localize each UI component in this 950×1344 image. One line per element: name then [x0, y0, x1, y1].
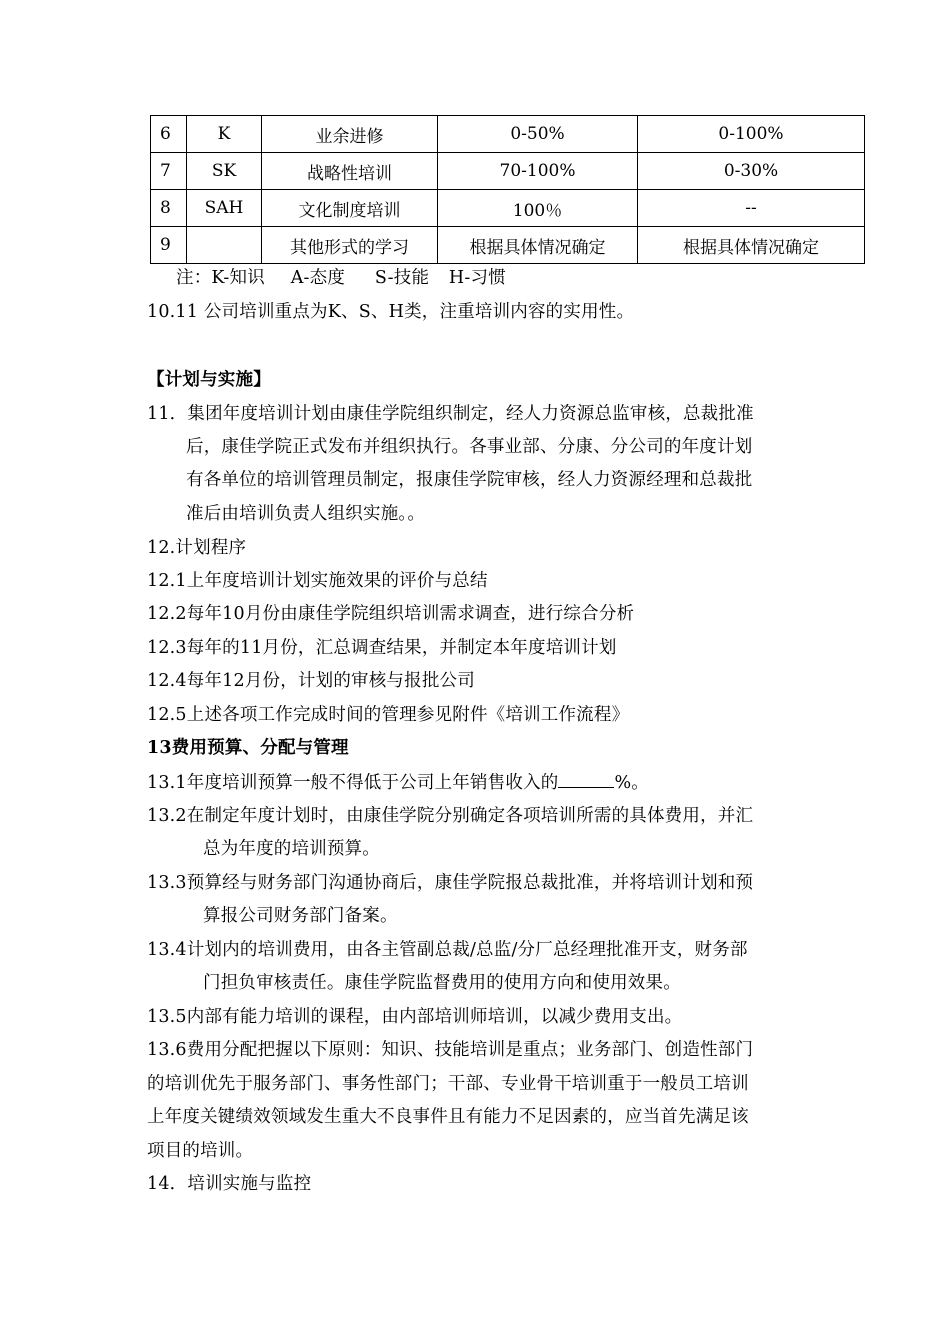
table-row: [151, 190, 865, 227]
paragraph-12: 12.计划程序: [147, 538, 247, 558]
paragraph-12-1: 12.1上年度培训计划实施效果的评价与总结: [147, 571, 488, 591]
note-h: H-习惯: [448, 268, 506, 288]
paragraph-11-line: 后，康佳学院正式发布并组织执行。各事业部、分康、分公司的年度计划: [186, 437, 753, 457]
row-value-a: 100％: [438, 190, 638, 227]
paragraph-10-11: 10.11 公司培训重点为K、S、H类，注重培训内容的实用性。: [147, 302, 635, 322]
paragraph-11-line: 11．集团年度培训计划由康佳学院组织制定，经人力资源总监审核，总裁批准: [147, 404, 754, 424]
row-value-b: 根据具体情况确定: [638, 227, 865, 264]
row-number: 6: [151, 116, 187, 153]
training-type-table: [150, 115, 865, 264]
row-code: [187, 227, 262, 264]
paragraph-13-6-line: 的培训优先于服务部门、事务性部门；干部、专业骨干培训重于一般员工培训: [147, 1074, 749, 1094]
paragraph-12-3: 12.3每年的11月份，汇总调查结果，并制定本年度培训计划: [147, 638, 617, 658]
paragraph-13-5: 13.5内部有能力培训的课程，由内部培训师培训，以减少费用支出。: [147, 1007, 683, 1027]
paragraph-13-4-line: 13.4计划内的培训费用，由各主管副总裁/总监/分厂总经理批准开支，财务部: [147, 940, 748, 960]
table-row: [151, 153, 865, 190]
section-heading-plan: 【计划与实施】: [147, 370, 271, 390]
paragraph-13-3-line: 13.3预算经与财务部门沟通协商后，康佳学院报总裁批准，并将培训计划和预: [147, 873, 754, 893]
note-a: A-态度: [290, 268, 346, 288]
row-training-type: 业余进修: [262, 116, 438, 153]
paragraph-13-3-line: 算报公司财务部门备案。: [203, 906, 398, 926]
paragraph-13-2-line: 总为年度的培训预算。: [203, 839, 380, 859]
row-code: SAH: [187, 190, 262, 227]
paragraph-13-6-line: 项目的培训。: [147, 1141, 254, 1161]
paragraph-14: 14．培训实施与监控: [147, 1174, 312, 1194]
row-value-a: 70-100%: [438, 153, 638, 190]
row-value-b: 0-30%: [638, 153, 865, 190]
row-number: 8: [151, 190, 187, 227]
table-row: [151, 227, 865, 264]
paragraph-11-line: 准后由培训负责人组织实施。。: [186, 504, 426, 524]
table-row: [151, 116, 865, 153]
paragraph-13-6-line: 上年度关键绩效领域发生重大不良事件且有能力不足因素的，应当首先满足该: [147, 1107, 749, 1127]
row-code: SK: [187, 153, 262, 190]
row-number: 9: [151, 227, 187, 264]
section-heading-13: 13费用预算、分配与管理: [147, 738, 349, 758]
table-note: [176, 267, 506, 289]
paragraph-12-5: 12.5上述各项工作完成时间的管理参见附件《培训工作流程》: [147, 705, 630, 725]
row-value-a: 根据具体情况确定: [438, 227, 638, 264]
note-k: 注：K-知识: [176, 268, 265, 288]
paragraph-13-4-line: 门担负审核责任。康佳学院监督费用的使用方向和使用效果。: [203, 973, 681, 993]
row-code: K: [187, 116, 262, 153]
row-training-type: 战略性培训: [262, 153, 438, 190]
paragraph-13-1: [147, 771, 649, 794]
paragraph-13-1-suffix: %。: [614, 773, 649, 793]
row-training-type: 其他形式的学习: [262, 227, 438, 264]
row-value-b: --: [638, 190, 865, 227]
fill-in-blank[interactable]: [558, 771, 614, 788]
paragraph-12-2: 12.2每年10月份由康佳学院组织培训需求调查，进行综合分析: [147, 604, 635, 624]
note-s: S-技能: [374, 268, 430, 288]
row-value-b: 0-100%: [638, 116, 865, 153]
paragraph-13-2-line: 13.2在制定年度计划时，由康佳学院分别确定各项培训所需的具体费用，并汇: [147, 806, 754, 826]
paragraph-13-1-text: 13.1年度培训预算一般不得低于公司上年销售收入的: [147, 773, 559, 793]
row-number: 7: [151, 153, 187, 190]
row-value-a: 0-50%: [438, 116, 638, 153]
paragraph-11-line: 有各单位的培训管理员制定，报康佳学院审核，经人力资源经理和总裁批: [186, 470, 753, 490]
row-training-type: 文化制度培训: [262, 190, 438, 227]
paragraph-13-6-line: 13.6费用分配把握以下原则：知识、技能培训是重点；业务部门、创造性部门: [147, 1040, 754, 1060]
paragraph-12-4: 12.4每年12月份，计划的审核与报批公司: [147, 671, 475, 691]
